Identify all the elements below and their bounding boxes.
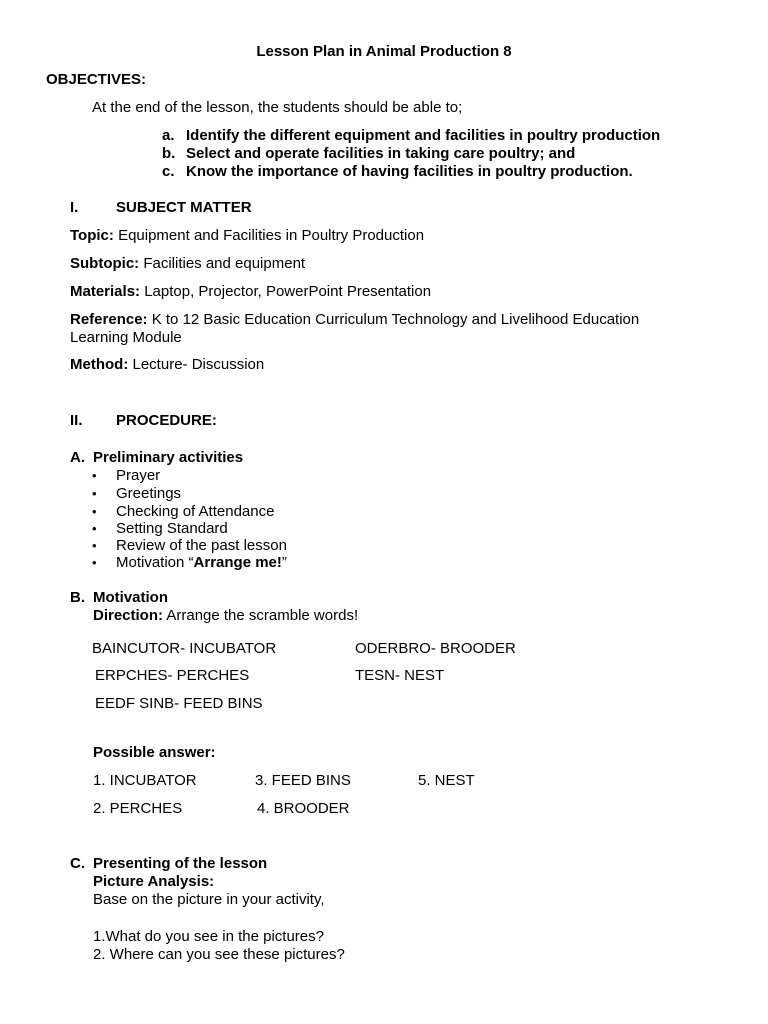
scramble-word: BAINCUTOR- INCUBATOR (92, 640, 277, 657)
preliminary-heading: Preliminary activities (93, 449, 244, 466)
objective-item-a: Identify the different equipment and facilities in poultry production (186, 127, 661, 144)
bullet-icon: • (92, 468, 97, 483)
method-line: Method: Lecture- Discussion (70, 356, 265, 373)
answer-item: 2. PERCHES (93, 800, 183, 817)
presenting-intro: Base on the picture in your activity, (93, 891, 325, 908)
scramble-word: TESN- NEST (355, 667, 445, 684)
scramble-word: EEDF SINB- FEED BINS (95, 695, 263, 712)
procedure-heading: PROCEDURE: (116, 412, 217, 429)
objectives-intro: At the end of the lesson, the students should be able to; (92, 99, 463, 116)
section-number-ii: II. (70, 412, 83, 429)
list-item: Setting Standard (116, 520, 228, 537)
objective-item-c: Know the importance of having facilities in poultry production. (186, 163, 633, 180)
list-item: Checking of Attendance (116, 503, 275, 520)
section-marker-c: C. (70, 855, 85, 872)
objective-item-b: Select and operate facilities in taking care poultry; and (186, 145, 576, 162)
motivation-heading: Motivation (93, 589, 168, 606)
bullet-icon: • (92, 486, 97, 501)
scramble-word: ODERBRO- BROODER (355, 640, 516, 657)
list-item: Greetings (116, 485, 182, 502)
objectives-heading: OBJECTIVES: (46, 71, 147, 88)
answer-item: 4. BROODER (257, 800, 350, 817)
section-marker-b: B. (70, 589, 85, 606)
subtopic-line: Subtopic: Facilities and equipment (70, 255, 306, 272)
picture-analysis-heading: Picture Analysis: (93, 873, 215, 890)
list-item: Prayer (116, 467, 161, 484)
bullet-icon: • (92, 538, 97, 553)
section-marker-a: A. (70, 449, 85, 466)
objective-marker-b: b. (162, 145, 176, 162)
section-number-i: I. (70, 199, 79, 216)
possible-answer-label: Possible answer: (93, 744, 216, 761)
topic-line: Topic: Equipment and Facilities in Poultry Production (70, 227, 425, 244)
presenting-heading: Presenting of the lesson (93, 855, 268, 872)
answer-item: 3. FEED BINS (255, 772, 351, 789)
reference-line-2: Learning Module (70, 329, 182, 346)
subject-matter-heading: SUBJECT MATTER (116, 199, 252, 216)
bullet-icon: • (92, 555, 97, 570)
answer-item: 5. NEST (418, 772, 475, 789)
list-item: Review of the past lesson (116, 537, 287, 554)
answer-item: 1. INCUBATOR (93, 772, 197, 789)
materials-line: Materials: Laptop, Projector, PowerPoint Presentation (70, 283, 432, 300)
page-title: Lesson Plan in Animal Production 8 (256, 43, 512, 60)
question-item: 2. Where can you see these pictures? (93, 946, 345, 963)
question-item: 1.What do you see in the pictures? (93, 928, 324, 945)
bullet-icon: • (92, 521, 97, 536)
direction-line: Direction: Arrange the scramble words! (93, 607, 359, 624)
bullet-icon: • (92, 504, 97, 519)
objective-marker-a: a. (162, 127, 175, 144)
reference-line: Reference: K to 12 Basic Education Curriculum Technology and Livelihood Education (70, 311, 640, 328)
scramble-word: ERPCHES- PERCHES (95, 667, 250, 684)
objective-marker-c: c. (162, 163, 175, 180)
list-item-motivation: Motivation “Arrange me!” (116, 554, 287, 571)
